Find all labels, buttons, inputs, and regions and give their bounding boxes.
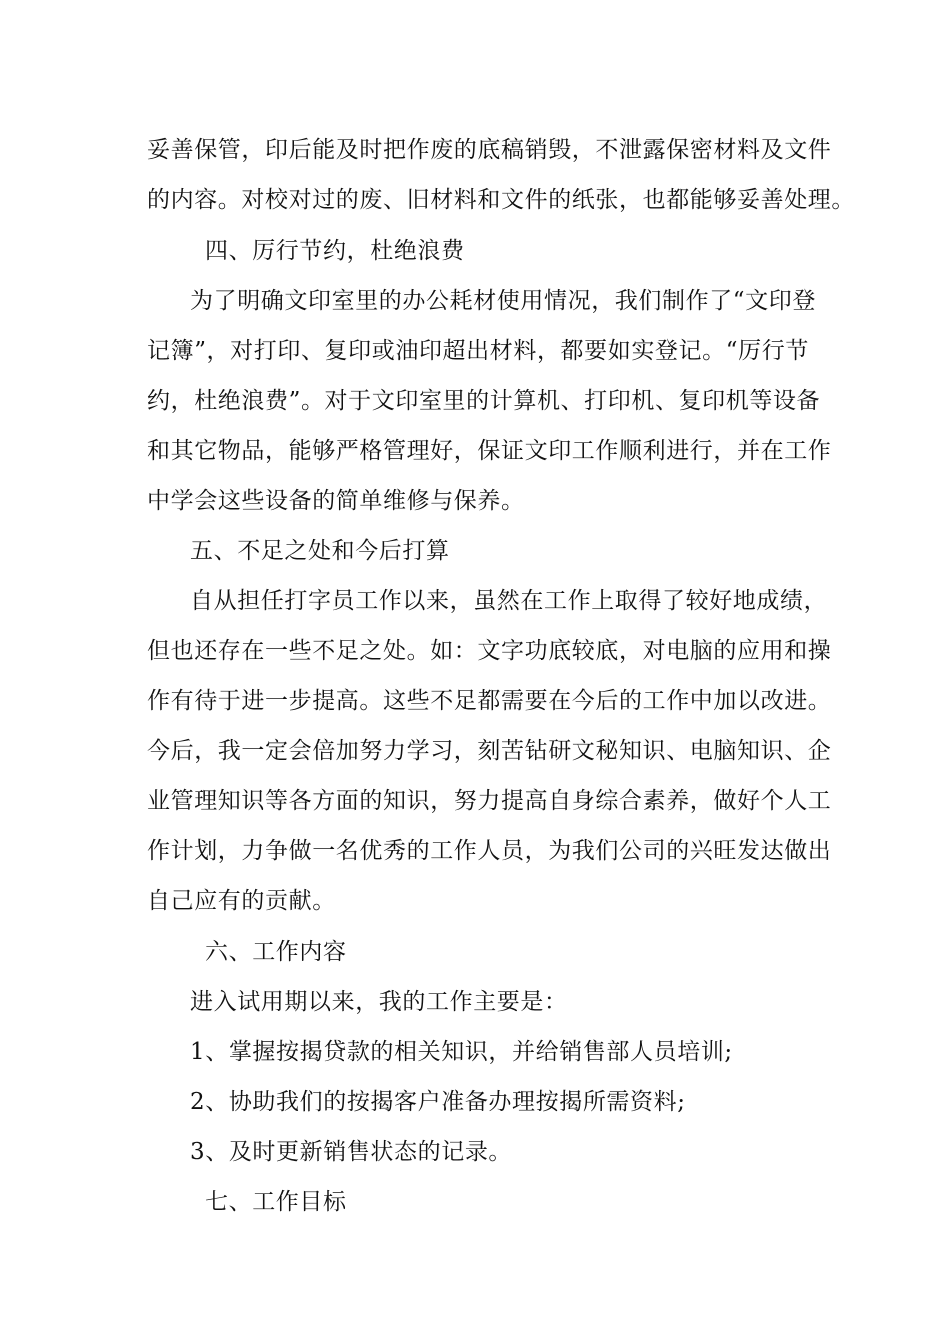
paragraph-line: 记簿”，对打印、复印或油印超出材料，都要如实登记。“厉行节 bbox=[147, 338, 809, 364]
paragraph-line: 作计划，力争做一名优秀的工作人员，为我们公司的兴旺发达做出 bbox=[147, 838, 832, 864]
paragraph-line: 约，杜绝浪费”。对于文印室里的计算机、打印机、复印机等设备 bbox=[147, 388, 821, 414]
section-heading: 六、工作内容 bbox=[205, 939, 347, 965]
section-heading: 五、不足之处和今后打算 bbox=[190, 538, 450, 564]
paragraph-line: 和其它物品，能够严格管理好，保证文印工作顺利进行，并在工作 bbox=[147, 438, 832, 464]
section-heading: 四、厉行节约，杜绝浪费 bbox=[205, 238, 465, 264]
paragraph-line: 的内容。对校对过的废、旧材料和文件的纸张，也都能够妥善处理。 bbox=[147, 187, 855, 213]
paragraph-line: 但也还存在一些不足之处。如：文字功底较底，对电脑的应用和操 bbox=[147, 638, 832, 664]
list-item: 2、协助我们的按揭客户准备办理按揭所需资料; bbox=[190, 1089, 686, 1115]
paragraph-line: 妥善保管，印后能及时把作废的底稿销毁，不泄露保密材料及文件 bbox=[147, 137, 832, 163]
paragraph-line: 自己应有的贡献。 bbox=[147, 888, 336, 914]
paragraph-line: 作有待于进一步提高。这些不足都需要在今后的工作中加以改进。 bbox=[147, 688, 832, 714]
section-heading: 七、工作目标 bbox=[205, 1189, 347, 1215]
paragraph-line: 为了明确文印室里的办公耗材使用情况，我们制作了“文印登 bbox=[190, 288, 816, 314]
paragraph-line: 中学会这些设备的简单维修与保养。 bbox=[147, 488, 525, 514]
paragraph-line: 自从担任打字员工作以来，虽然在工作上取得了较好地成绩， bbox=[190, 588, 828, 614]
list-item: 1、掌握按揭贷款的相关知识，并给销售部人员培训; bbox=[190, 1039, 733, 1065]
paragraph-line: 今后，我一定会倍加努力学习，刻苦钻研文秘知识、电脑知识、企 bbox=[147, 738, 832, 764]
list-item: 3、及时更新销售状态的记录。 bbox=[190, 1139, 513, 1165]
paragraph-line: 业管理知识等各方面的知识，努力提高自身综合素养，做好个人工 bbox=[147, 788, 832, 814]
paragraph-line: 进入试用期以来，我的工作主要是： bbox=[190, 989, 568, 1015]
